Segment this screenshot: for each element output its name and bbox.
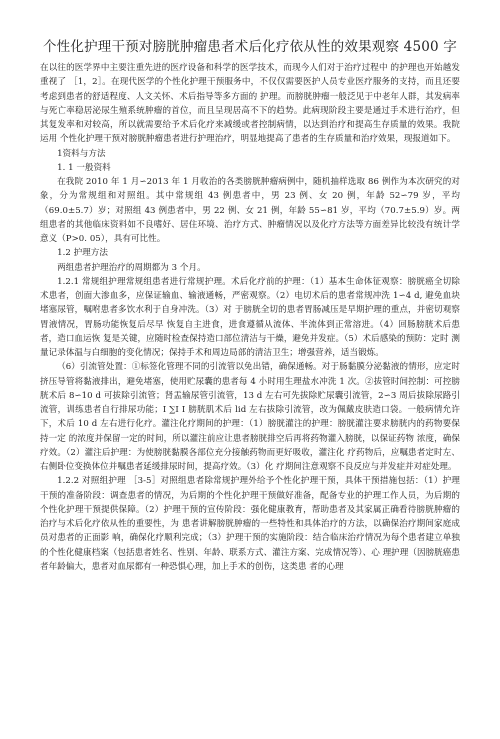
document-body — [40, 61, 460, 574]
nursing-period-paragraph: 两组患者护理治疗的周期都为 3 个月。 — [57, 262, 206, 273]
drainage-and-chemo-paragraph: （6）引流管处置：①标签化管理不同的引流管以免出错，确保通畅。对于肠黏膜分泌黏液的情形，应定时挤压导管将黏液排出，避免堵塞，使用贮尿囊的患者每 4 小时用生理盐水冲洗 1 次。②拔管时间控制：可控膀胱术后 8∽10 d 可拔除引流管；肾盂输尿管引流管，13 d 左右可先拔除贮尿囊引流管，2∽3 周后拔除尿路引流管，训练患者自行排尿功能；I ∑I I 膀胱肌术后 lid 左右拔除引流管，改为佩戴皮肤造口袋。一般病情允许下，术后 10 d 左右进行化疗。灌注化疗期间的护理：（1）膀胱灌注的护理：膀胱灌注要求膀胱内的药物要保持一定 的浓度并保留一定的时间，所以灌注前应让患者膀胱排空后再将药物灌入膀胱，以保证药物 浓度，确保疗效。（2）灌注后护理：为使膀胱黏膜各部位充分接触药物而更好吸收，灌注化 疗药物后，应嘱患者定时左、右侧卧位变换体位并嘱患者延缓排尿时间，提高疗效。（3）化 疗期间注意观察不良反应与并发症并对症处理。 — [40, 362, 460, 472]
section-heading-materials-methods: 1资料与方法 — [57, 148, 106, 159]
subsection-heading-general-data: 1. 1 一般资料 — [57, 162, 111, 173]
routine-group-paragraph: 1.2.1 常规组护理常规组患者进行常规护理。术后化疗前的护理：（1）基本生命体征观察：膀胱癌全切除术患者，创面大渗血多，应保证输血、输液通畅，严密观察。（2）电切术后的患者常规冲洗 1∽4 d, 避免血块堵塞尿管，嘱咐患者多饮水利于自身冲洗。（3）对 于膀胱全切的患者胃肠减压是早期护理的重点，并密切观察胃液情况，胃肠功能恢复后尽早 恢复自主进食，进食遵循从流体、半流体到正常溶进。（4）回肠膀胱术后患者，造口血运恢 复是关键，应随时检查保持造口部位清洁与干燥，避免并发症。（5）术后感染的预防：定时 测量记录体温与白细胞的变化情况；保持手术和周边局部的清洁卫生；增强营养，适当锻炼。 — [40, 276, 460, 358]
intro-paragraph: 在以往的医学界中主要注重先进的医疗设备和科学的医学技术，而现今人们对于治疗过程中 的护理也开始越发重视了 ［1，2］。在现代医学的个性化护理干预服务中，不仅仅需要医护人员专业医疗服务的支持，而且还要考虑到患者的舒适程度、人文关怀、术后指导等多方面的 护理。而膀胱肿瘤一般泛见于中老年人群，其发病率与死亡率稳居泌尿生殖系统肿瘤的首位，而且呈现居高不下的趋势。此病现阶段主要是通过手术进行治疗，但其复发率和对较高，所以就需要给予术后化疗来减缓或者控制病情，以达到治疗和提高生存质量的效果。我院运用 个性化护理干预对膀胱肿瘤患者进行护理治疗，明显地提高了患者的生存质量和治疗效果，现报道如下。 — [40, 63, 460, 145]
subsection-heading-nursing-methods: 1.2 护理方法 — [57, 248, 108, 259]
document-title: 个性化护理干预对膀胱肿瘤患者术后化疗依从性的效果观察 4500 字 — [42, 39, 458, 55]
general-data-paragraph: 在我院 2010 年 1 月∽2013 年 1 月收治的各类膀胱肿瘤病例中，随机抽样选取 86 例作为本次研究的对象，分为常规组和对照组。其中常规组 43 例患者中，男 23 例、女 20 例，年龄 52∽79 岁，平均（69.0±5.7）岁；对照组 43 例患者中，男 22 例、女 21 例，年龄 55∽81 岁，平均（70.7±5.9）岁。两组患者的其他临床资料如不良嗜好、居住环境、治疗方式、肿瘤情况以及化疗方法等方面差异比较没有统计学意义（P>0. 05），具有可比性。 — [40, 177, 460, 244]
control-group-paragraph: 1.2.2 对照组护理 ［3-5］对照组患者除常规护理外给予个性化护理干预，具体干预措施包括：（1）护理干预的准备阶段：调查患者的情况，为后期的个性化护理干预做好准备，配备专业的护理工作人员，为后期的个性化护理干预提供保障。（2）护理干预的宣传阶段：强化健康教育，帮助患者及其家属正确看待膀胱肿瘤的治疗与术后化疗依从性的重要性，为 患者讲解膀胱肿瘤的一些特性和具体治疗的方法，以确保治疗期间家庭成员对患者的正面影 响，确保化疗顺利完成；（3）护理干预的实施阶段：结合临床治疗情况为每个患者建立单独 的个性化健康档案（包括患者姓名、性别、年龄、联系方式、灌注方案、完成情况等）、心 理护理（因膀胱癌患者年龄偏大，患者对血尿都有一种恐惧心理，加上手术的创伤，这类患 者的心理 — [40, 476, 460, 572]
